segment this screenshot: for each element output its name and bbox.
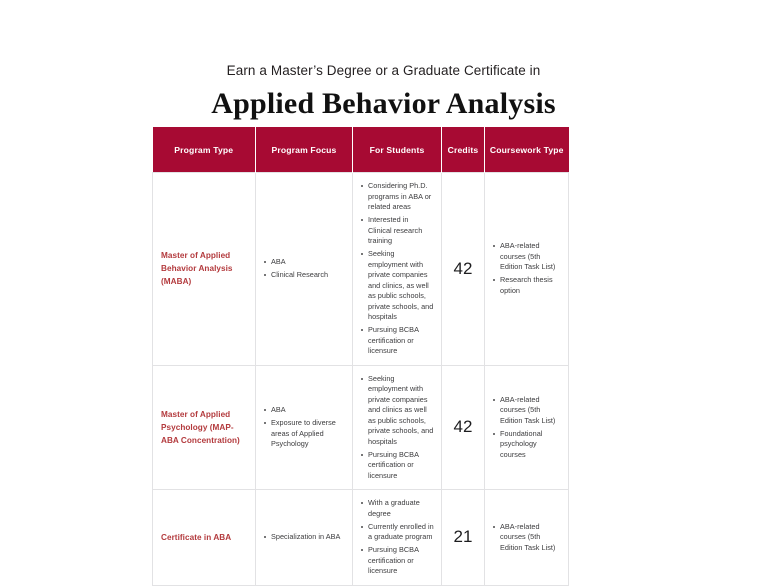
column-header-program-focus: Program Focus (256, 127, 353, 173)
list-item: Interested in Clinical research training (360, 215, 434, 247)
list-item: Seeking employment with private companies and clinics, as well as public schools, private schools, and hospitals (360, 249, 434, 323)
cell-coursework-type (485, 173, 569, 366)
list-item: Clinical Research (263, 270, 345, 281)
program-focus-list (263, 405, 345, 450)
list-item: Research thesis option (492, 275, 561, 296)
column-header-credits: Credits (442, 127, 485, 173)
list-item: Pursuing BCBA certification or licensure (360, 545, 434, 577)
cell-coursework-type (485, 490, 569, 586)
page-title: Applied Behavior Analysis (211, 87, 556, 120)
list-item: Pursuing BCBA certification or licensure (360, 325, 434, 357)
column-header-program-type: Program Type (153, 127, 256, 173)
cell-program-type: Certificate in ABA (153, 490, 256, 586)
coursework-type-list (492, 522, 561, 554)
list-item: ABA (263, 405, 345, 416)
table-row (153, 490, 569, 586)
cell-for-students (353, 173, 442, 366)
program-focus-list (263, 532, 345, 543)
table-row (153, 365, 569, 490)
cell-program-type: Master of Applied Behavior Analysis (MABA) (153, 173, 256, 366)
list-item: ABA-related courses (5th Edition Task List) (492, 395, 561, 427)
program-comparison-table-wrapper (152, 127, 568, 586)
list-item: Specialization in ABA (263, 532, 345, 543)
cell-program-focus (256, 490, 353, 586)
cell-program-focus (256, 365, 353, 490)
cell-credits: 42 (442, 365, 485, 490)
list-item: Foundational psychology courses (492, 429, 561, 461)
list-item: Considering Ph.D. programs in ABA or related areas (360, 181, 434, 213)
for-students-list (360, 181, 434, 357)
list-item: Seeking employment with private companies and clinics as well as public schools, private schools, and hospitals (360, 374, 434, 448)
column-header-for-students: For Students (353, 127, 442, 173)
cell-for-students (353, 490, 442, 586)
table-body (153, 173, 569, 586)
cell-credits: 42 (442, 173, 485, 366)
cell-for-students (353, 365, 442, 490)
list-item: ABA-related courses (5th Edition Task List) (492, 241, 561, 273)
table-header-row (153, 127, 569, 173)
list-item: Pursuing BCBA certification or licensure (360, 450, 434, 482)
cell-credits: 21 (442, 490, 485, 586)
for-students-list (360, 498, 434, 577)
list-item: ABA-related courses (5th Edition Task List) (492, 522, 561, 554)
cell-coursework-type (485, 365, 569, 490)
for-students-list (360, 374, 434, 482)
program-focus-list (263, 257, 345, 281)
coursework-type-list (492, 241, 561, 296)
list-item: Currently enrolled in a graduate program (360, 522, 434, 543)
column-header-coursework-type: Coursework Type (485, 127, 569, 173)
table-header (153, 127, 569, 173)
list-item: Exposure to diverse areas of Applied Psychology (263, 418, 345, 450)
list-item: ABA (263, 257, 345, 268)
coursework-type-list (492, 395, 561, 461)
table-row (153, 173, 569, 366)
cell-program-type: Master of Applied Psychology (MAP-ABA Concentration) (153, 365, 256, 490)
heading-block (0, 62, 767, 122)
eyebrow-text: Earn a Master’s Degree or a Graduate Certificate in (226, 63, 541, 78)
program-comparison-table (152, 127, 569, 586)
list-item: With a graduate degree (360, 498, 434, 519)
cell-program-focus (256, 173, 353, 366)
